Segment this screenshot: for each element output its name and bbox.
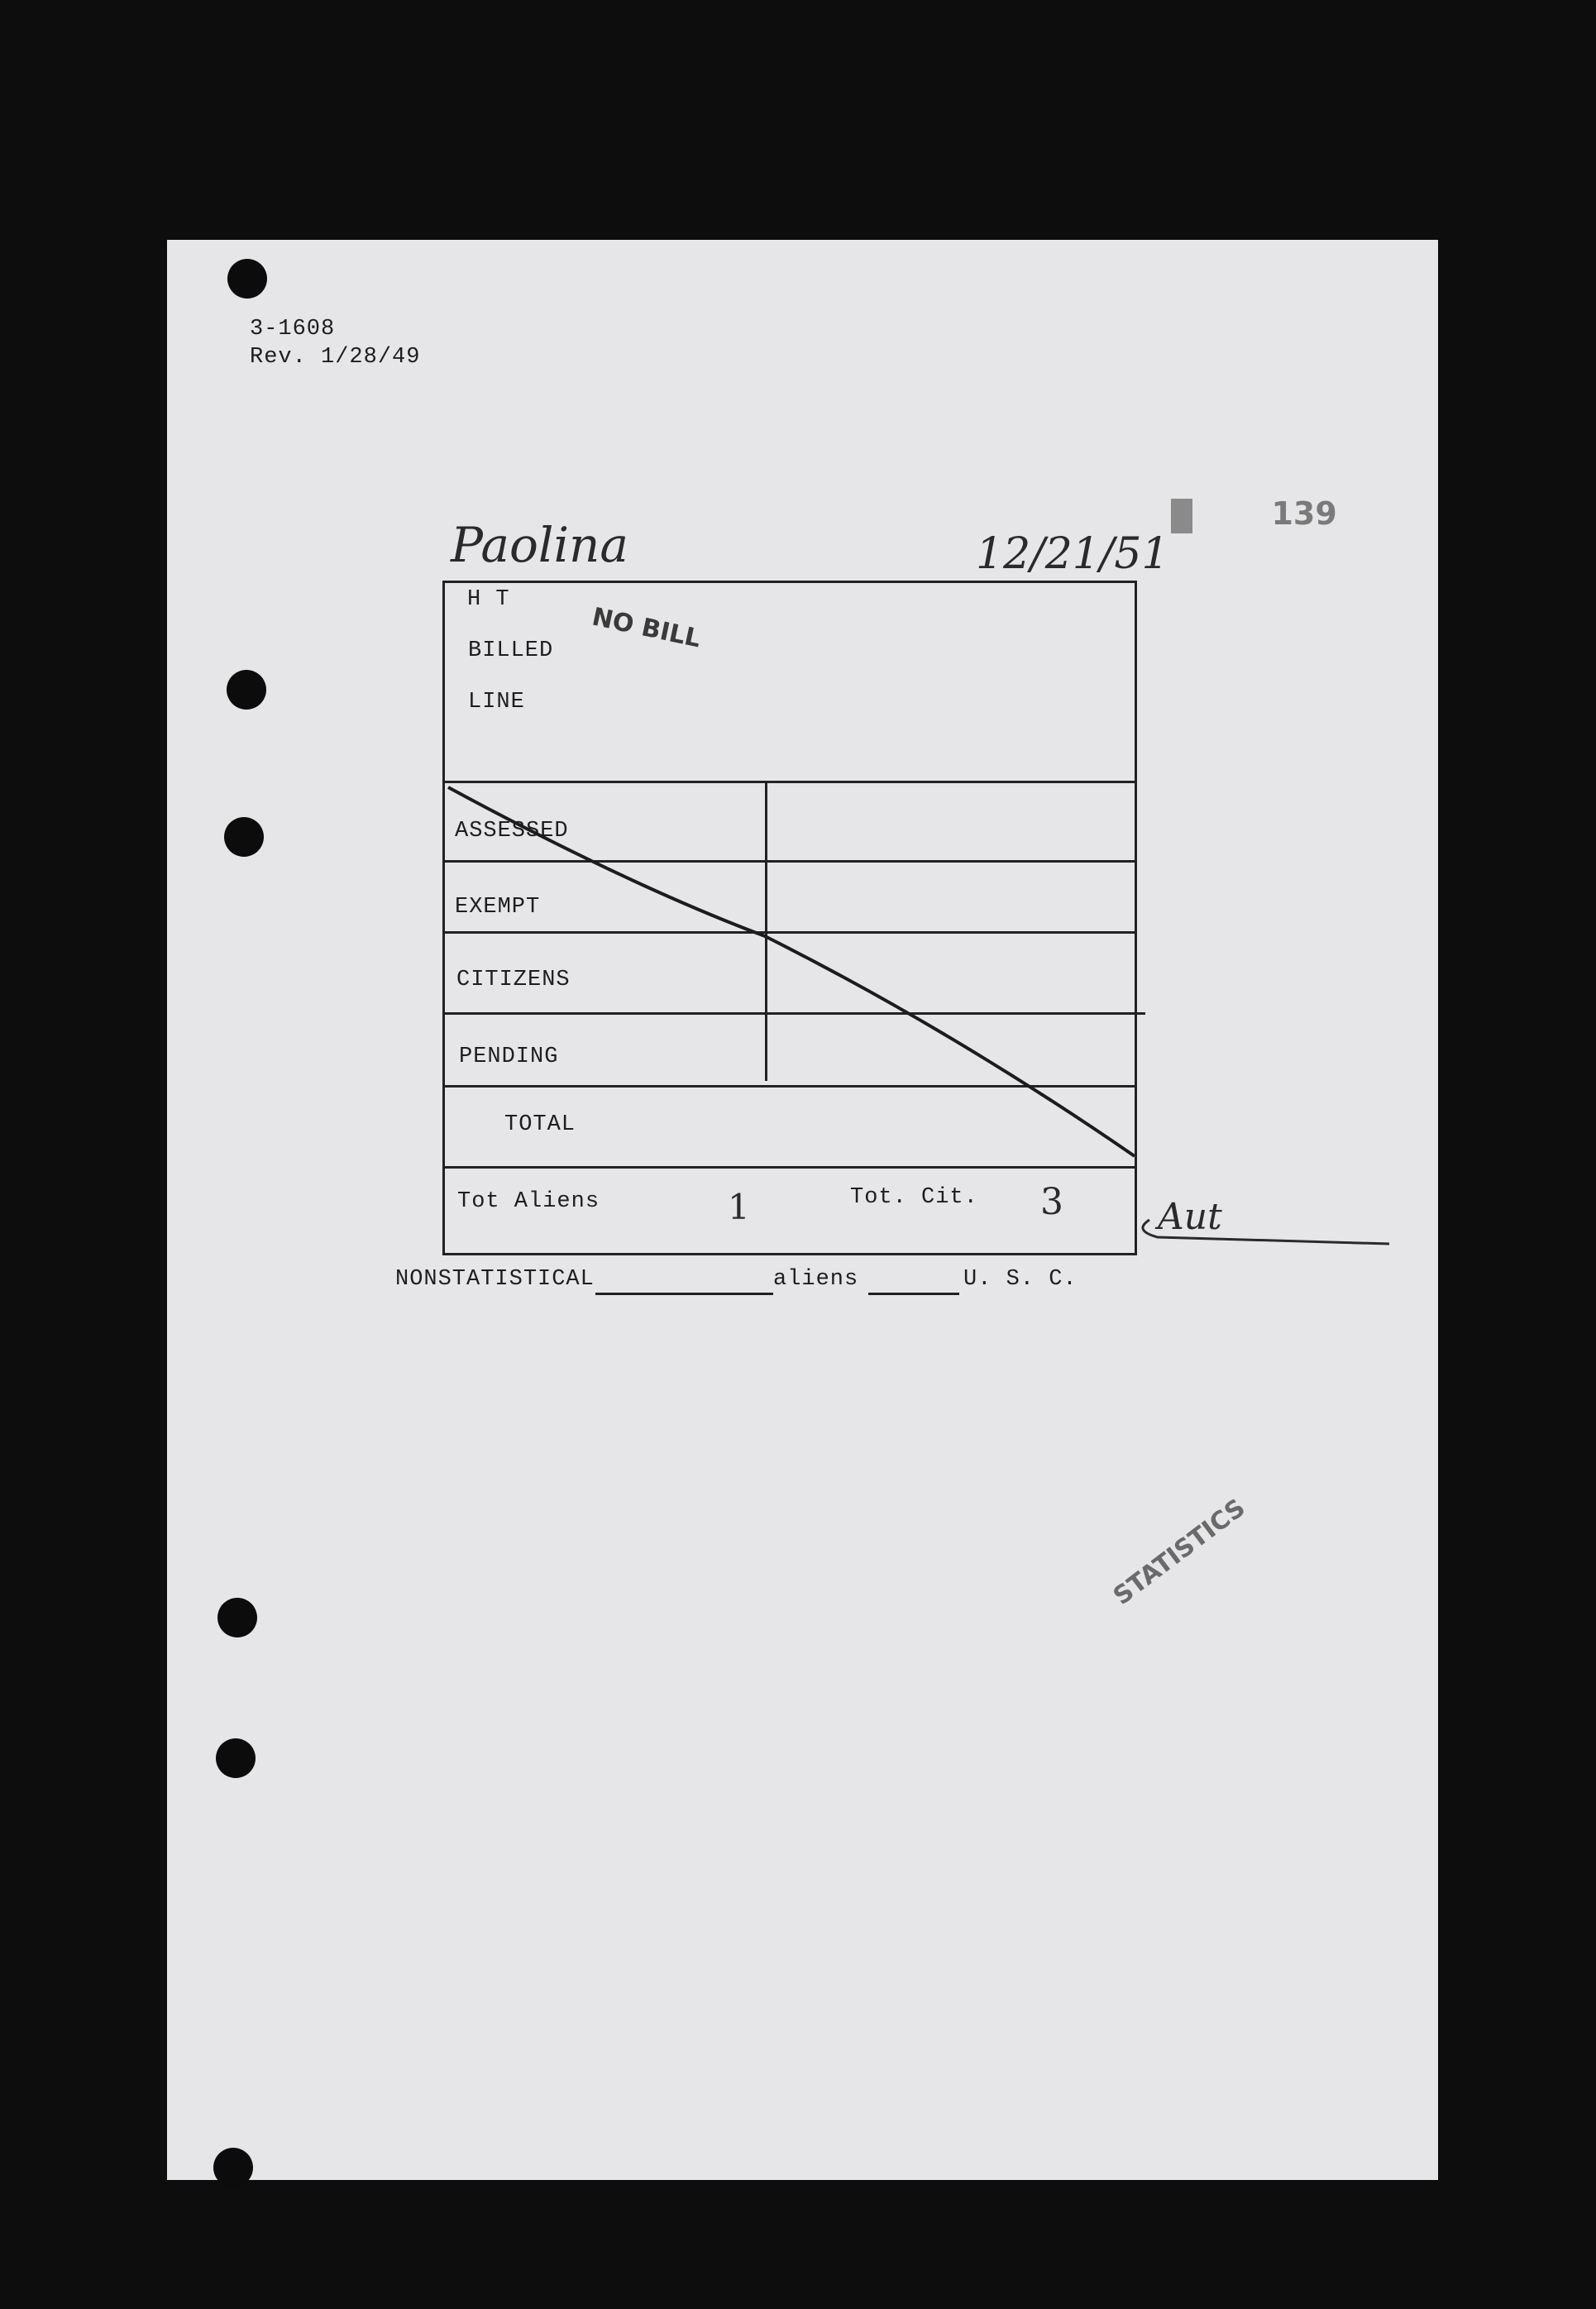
diagonal-strike-line <box>448 787 1135 1156</box>
aliens-blank <box>868 1293 959 1295</box>
statistics-stamp: STATISTICS <box>1108 1493 1251 1611</box>
tot-cit-label: Tot. Cit. <box>850 1185 978 1210</box>
usc-label: U. S. C. <box>963 1267 1078 1292</box>
row-label-citizens: CITIZENS <box>456 968 571 992</box>
row-label-total: TOTAL <box>504 1112 576 1137</box>
handwritten-name: Paolina <box>451 517 628 573</box>
form-revision: Rev. 1/28/49 <box>250 345 421 370</box>
row-label-exempt: EXEMPT <box>455 895 541 920</box>
header-line-ht: H T <box>467 587 510 612</box>
tot-aliens-value: 1 <box>728 1187 750 1227</box>
aliens-label: aliens <box>773 1267 859 1292</box>
stamp-number-text: 139 <box>1271 495 1337 532</box>
nonstatistical-blank <box>595 1293 773 1295</box>
header-line-line: LINE <box>468 690 525 715</box>
initials-underline <box>1143 1220 1389 1244</box>
header-line-billed: BILLED <box>468 638 554 663</box>
form-number: 3-1608 <box>250 317 336 342</box>
nonstatistical-label: NONSTATISTICAL <box>395 1267 595 1292</box>
handwritten-date: 12/21/51 <box>976 529 1169 579</box>
tot-aliens-label: Tot Aliens <box>457 1189 600 1214</box>
tot-cit-value: 3 <box>1040 1181 1063 1223</box>
row-label-pending: PENDING <box>459 1045 559 1069</box>
no-bill-stamp: NO BILL <box>589 602 704 654</box>
row-label-assessed: ASSESSED <box>455 819 569 844</box>
handwritten-initials: Aut <box>1158 1196 1222 1238</box>
